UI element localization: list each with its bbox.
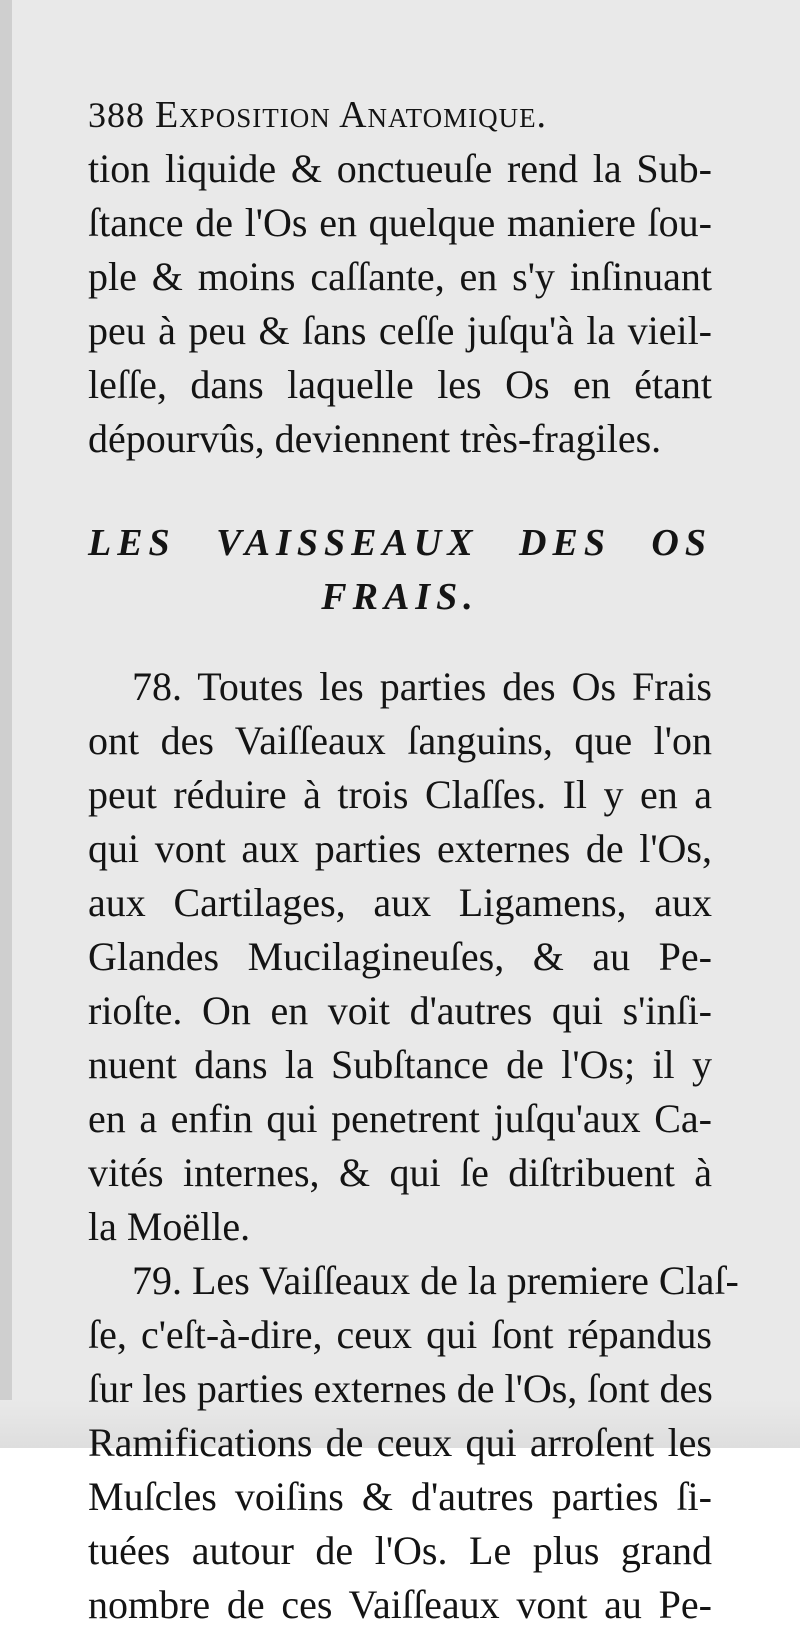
text-line: dépourvûs, deviennent très-fragiles. [88, 416, 662, 461]
text-line: rioſte. On en voit d'autres qui s'inſi- [88, 988, 712, 1033]
text-line: 78. Toutes les parties des Os Frais [132, 664, 712, 709]
running-header [88, 88, 712, 142]
text-line: ſe, c'eſt-à-dire, ceux qui ſont répandus [88, 1312, 712, 1357]
spacer [88, 624, 712, 660]
text-line: vités internes, & qui ſe diſtribuent à [88, 1150, 712, 1195]
paragraph-78 [88, 660, 712, 1254]
section-heading [88, 516, 712, 624]
text-line: Muſcles voiſins & d'autres parties ſi- [88, 1474, 712, 1519]
page-number: 388 [88, 95, 145, 135]
text-line: ſur les parties externes de l'Os, ſont des [88, 1366, 713, 1411]
text-line: la Moëlle. [88, 1204, 251, 1249]
text-line: Ramifications de ceux qui arroſent les [88, 1420, 712, 1465]
text-line: peut réduire à trois Claſſes. Il y en a [88, 772, 712, 817]
text-line: tuées autour de l'Os. Le plus grand [88, 1528, 712, 1573]
text-line: ple & moins caſſante, en s'y inſinuant [88, 254, 712, 299]
text-line: ſtance de l'Os en quelque maniere ſou- [88, 200, 712, 245]
spacer [88, 466, 712, 516]
text-line: peu à peu & ſans ceſſe juſqu'à la vieil- [88, 308, 712, 353]
text-line: 79. Les Vaiſſeaux de la premiere Claſ- [132, 1258, 739, 1303]
text-line: nombre de ces Vaiſſeaux vont au Pe- [88, 1582, 712, 1627]
text-line: nuent dans la Subſtance de l'Os; il y [88, 1042, 712, 1087]
section-heading-line-1: LES VAISSEAUX DES OS [88, 522, 712, 564]
page-edge [0, 0, 12, 1448]
text-line: leſſe, dans laquelle les Os en étant [88, 362, 712, 407]
text-line: ont des Vaiſſeaux ſanguins, que l'on [88, 718, 712, 763]
running-title: Exposition Anatomique. [155, 94, 548, 136]
text-line: tion liquide & onctueuſe rend la Sub- [88, 146, 712, 191]
section-heading-line-2: FRAIS. [321, 576, 479, 618]
text-line: qui vont aux parties externes de l'Os, [88, 826, 712, 871]
paragraph-intro [88, 142, 712, 466]
page-text [88, 88, 739, 1632]
paragraph-79 [88, 1254, 739, 1632]
text-line: en a enfin qui penetrent juſqu'aux Ca- [88, 1096, 712, 1141]
text-line: Glandes Mucilagineuſes, & au Pe- [88, 934, 712, 979]
text-line: aux Cartilages, aux Ligamens, aux [88, 880, 712, 925]
